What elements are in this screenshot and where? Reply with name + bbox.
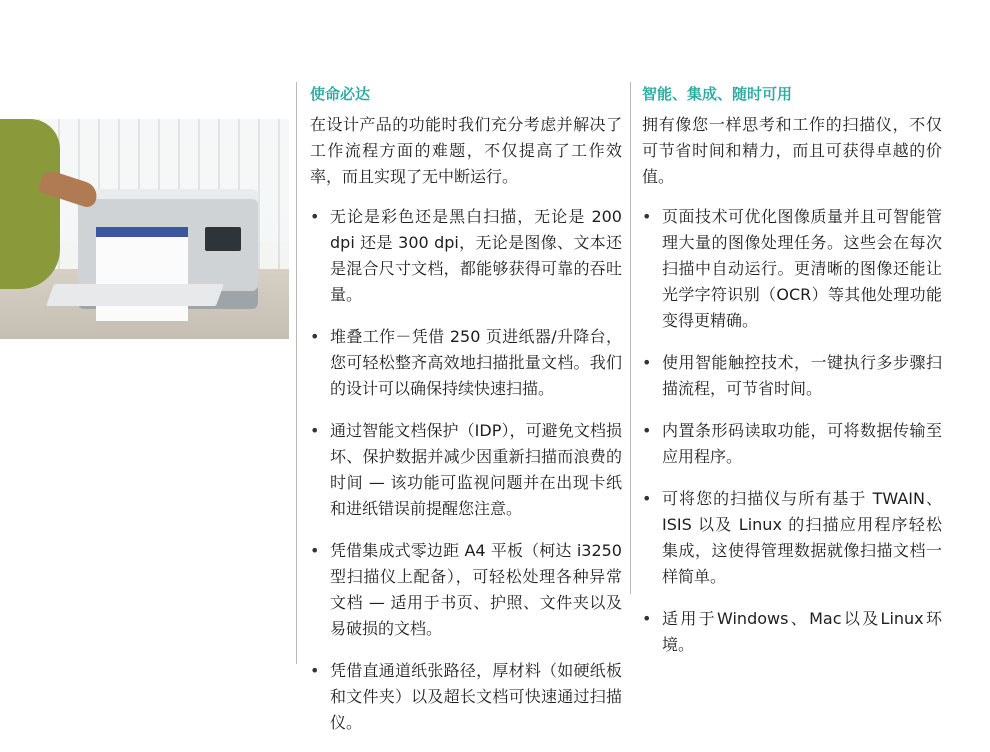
list-item: [642, 418, 942, 470]
list-item-text: 页面技术可优化图像质量并且可智能管理大量的图像处理任务。这些会在每次扫描中自动运行。更清晰的图像还能让光学字符识别（OCR）等其他处理功能变得更精确。: [662, 207, 942, 330]
list-item: [310, 204, 622, 308]
left-column: [310, 84, 622, 752]
bullet-icon: •: [642, 207, 652, 226]
list-item: [310, 538, 622, 642]
scanner-output-tray: [46, 284, 224, 306]
bullet-icon: •: [642, 353, 652, 372]
section-heading: 使命必达: [310, 85, 371, 103]
section-intro: 拥有像您一样思考和工作的扫描仪，不仅可节省时间和精力，而且可获得卓越的价值。: [642, 115, 942, 186]
list-item: [642, 204, 942, 334]
list-item: [642, 606, 942, 658]
list-item-text: 无论是彩色还是黑白扫描，无论是 200 dpi 还是 300 dpi，无论是图像、文本还是混合尺寸文档，都能够获得可靠的吞吐量。: [330, 207, 622, 304]
list-item-text: 凭借集成式零边距 A4 平板（柯达 i3250 型扫描仪上配备），可轻松处理各种异常文档 — 适用于书页、护照、文件夹以及易破损的文档。: [330, 541, 622, 638]
list-item: [310, 418, 622, 522]
list-item-text: 适用于Windows、Mac以及Linux环境。: [662, 609, 942, 654]
section-intro: 在设计产品的功能时我们充分考虑并解决了工作流程方面的难题，不仅提高了工作效率，而且实现了无中断运行。: [310, 115, 622, 186]
bullet-icon: •: [310, 541, 320, 560]
section-heading: 智能、集成、随时可用: [642, 85, 793, 103]
bullet-icon: •: [310, 207, 320, 226]
feature-list: [310, 204, 622, 736]
feature-list: [642, 204, 942, 658]
list-item-text: 使用智能触控技术，一键执行多步骤扫描流程，可节省时间。: [662, 353, 942, 398]
bullet-icon: •: [310, 327, 320, 346]
list-item-text: 可将您的扫描仪与所有基于 TWAIN、ISIS 以及 Linux 的扫描应用程序轻松集成，这使得管理数据就像扫描文档一样简单。: [662, 489, 942, 586]
bullet-icon: •: [642, 421, 652, 440]
person-sleeve: [0, 119, 60, 289]
list-item: [642, 350, 942, 402]
list-item: [310, 658, 622, 736]
column-divider-right: [630, 82, 631, 594]
scanner-photo: [0, 119, 289, 339]
bullet-icon: •: [310, 421, 320, 440]
bullet-icon: •: [642, 609, 652, 628]
list-item-text: 堆叠工作－凭借 250 页进纸器/升降台，您可轻松整齐高效地扫描批量文档。我们的设计可以确保持续快速扫描。: [330, 327, 622, 398]
scanner-control-panel: [205, 227, 241, 251]
list-item: [642, 486, 942, 590]
column-divider-left: [296, 82, 297, 664]
scanner-paper-stack: [96, 227, 188, 321]
bullet-icon: •: [310, 661, 320, 680]
right-column: [642, 84, 942, 674]
bullet-icon: •: [642, 489, 652, 508]
list-item-text: 内置条形码读取功能，可将数据传输至应用程序。: [662, 421, 942, 466]
list-item-text: 凭借直通道纸张路径，厚材料（如硬纸板和文件夹）以及超长文档可快速通过扫描仪。: [330, 661, 622, 732]
list-item: [310, 324, 622, 402]
list-item-text: 通过智能文档保护（IDP），可避免文档损坏、保护数据并减少因重新扫描而浪费的时间 — 该功能可监视问题并在出现卡纸和进纸错误前提醒您注意。: [330, 421, 622, 518]
